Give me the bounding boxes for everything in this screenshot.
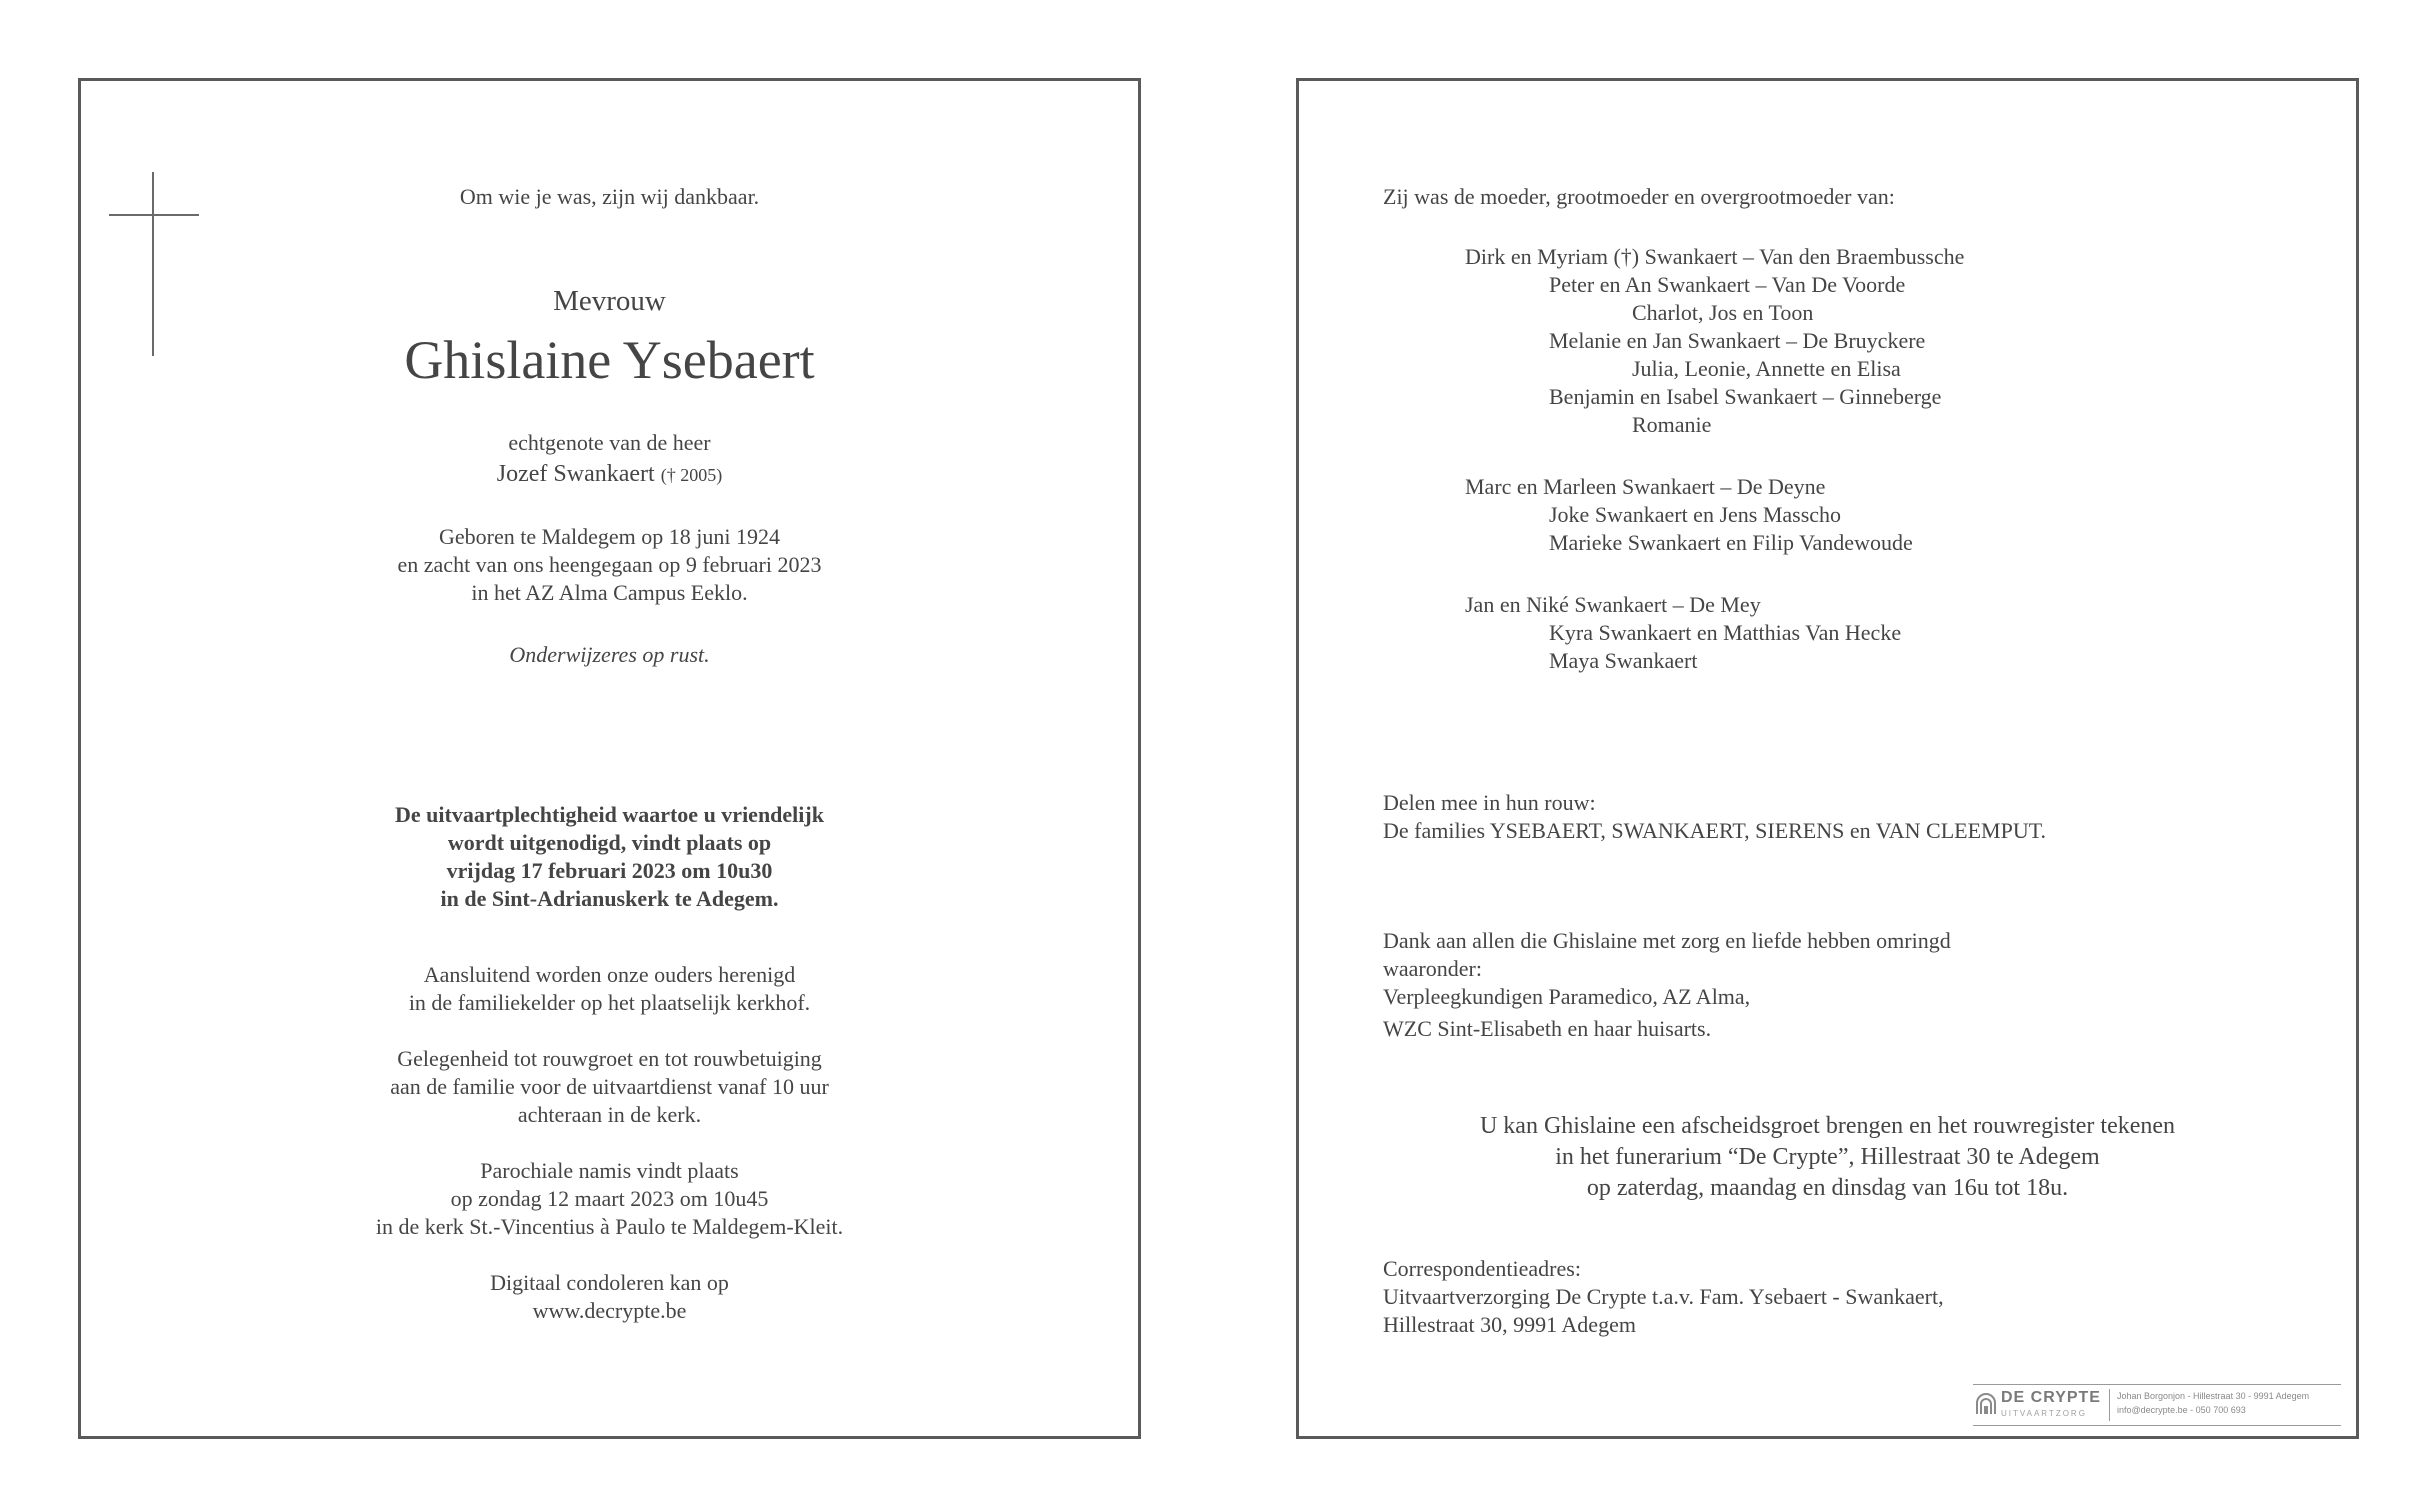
correspondence-address: Correspondentieadres: Uitvaartverzorging De Crypte t.a.v. Fam. Ysebaert - Swankaert, Hillestraat 30, 9991 Adegem — [1383, 1256, 1944, 1337]
family-grandchild: Benjamin en Isabel Swankaert – Ginneberge — [1549, 384, 1942, 409]
condolence-note: Gelegenheid tot rouwgroet en tot rouwbetuiging aan de familie voor de uitvaartdienst vanaf 10 uur achteraan in de kerk. — [390, 1046, 829, 1127]
left-card-panel — [78, 78, 1141, 1439]
family-intro: Zij was de moeder, grootmoeder en overgrootmoeder van: — [1383, 184, 1895, 209]
logo-contact-email: info@decrypte.be - 050 700 693 — [2117, 1405, 2246, 1415]
condolence-link[interactable]: www.decrypte.be — [532, 1298, 687, 1323]
family-great-grandchildren: Charlot, Jos en Toon — [1632, 300, 1814, 325]
spouse-intro: echtgenote van de heer — [508, 430, 711, 455]
logo-brand: DE CRYPTE — [2001, 1389, 2101, 1406]
family-child: Marc en Marleen Swankaert – De Deyne — [1465, 474, 1826, 499]
logo-contact-address: Johan Borgonjon - Hillestraat 30 - 9991 Adegem — [2117, 1391, 2310, 1401]
burial-note: Aansluitend worden onze ouders herenigd in de familiekelder op het plaatselijk kerkhof. — [408, 962, 811, 1015]
spouse-section — [81, 429, 1138, 492]
thanks-note: Dank aan allen die Ghislaine met zorg en liefde hebben omringd waaronder: Verpleegkundigen Paramedico, AZ Alma, WZC Sint-Elisabeth en haar huisarts. — [1383, 928, 1951, 1041]
deceased-name: Ghislaine Ysebaert — [404, 330, 815, 390]
family-grandchild: Peter en An Swankaert – Van De Voorde — [1549, 272, 1906, 297]
funeral-home-logo — [1973, 1384, 2341, 1426]
family-grandchild: Marieke Swankaert en Filip Vandewoude — [1549, 530, 1913, 555]
family-great-grandchildren: Romanie — [1632, 412, 1712, 437]
honorific-title: Mevrouw — [553, 285, 666, 317]
family-child: Jan en Niké Swankaert – De Mey — [1465, 592, 1761, 617]
spouse-name-line: Jozef Swankaert († 2005) — [496, 461, 723, 487]
family-grandchild: Maya Swankaert — [1549, 648, 1698, 673]
logo-divider — [2109, 1389, 2110, 1421]
family-great-grandchildren: Julia, Leonie, Annette en Elisa — [1632, 356, 1901, 381]
mourning-families: Delen mee in hun rouw: De families YSEBAERT, SWANKAERT, SIERENS en VAN CLEEMPUT. — [1383, 790, 2047, 843]
occupation: Onderwijzeres op rust. — [509, 642, 710, 667]
family-grandchild: Kyra Swankaert en Matthias Van Hecke — [1549, 620, 1902, 645]
logo-subtitle: UITVAARTZORG — [2001, 1409, 2087, 1418]
motto: Om wie je was, zijn wij dankbaar. — [459, 184, 760, 209]
memorial-mass: Parochiale namis vindt plaats op zondag 12 maart 2023 om 10u45 in de kerk St.-Vincentius à Paulo te Maldegem-Kleit. — [375, 1158, 844, 1239]
visitation-info: U kan Ghislaine een afscheidsgroet brengen en het rouwregister tekenen in het funerarium “De Crypte”, Hillestraat 30 te Adegem op zaterdag, maandag en dinsdag van 16u tot 18u. — [1479, 1113, 2176, 1201]
funeral-invitation: De uitvaartplechtigheid waartoe u vriendelijk wordt uitgenodigd, vindt plaats op vrijdag 17 februari 2023 om 10u30 in de Sint-Adrianuskerk te Adegem. — [395, 802, 824, 911]
family-grandchild: Joke Swankaert en Jens Masscho — [1549, 502, 1842, 527]
birth-death-section: Geboren te Maldegem op 18 juni 1924 en zacht van ons heengegaan op 9 februari 2023 in het AZ Alma Campus Eeklo. — [397, 524, 822, 605]
right-card-panel — [1296, 78, 2359, 1439]
crypt-arch-icon — [1975, 1393, 1997, 1415]
family-grandchild: Melanie en Jan Swankaert – De Bruyckere — [1549, 328, 1926, 353]
digital-condolence: Digitaal condoleren kan op www.decrypte.be — [81, 1269, 1138, 1325]
family-child: Dirk en Myriam (†) Swankaert – Van den Braembussche — [1465, 244, 1965, 269]
